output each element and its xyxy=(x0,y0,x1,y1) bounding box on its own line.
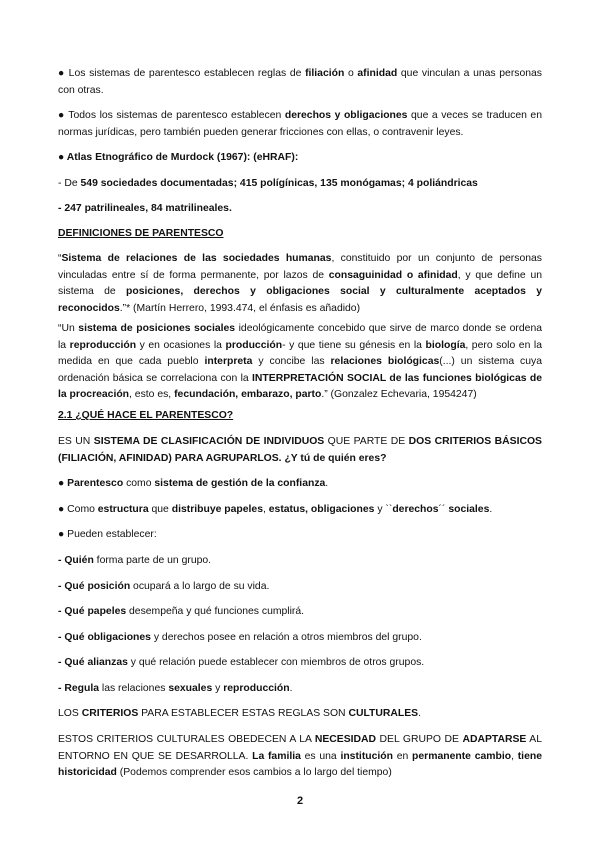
paragraph-atlas: ● Atlas Etnográfico de Murdock (1967): (eHRAF): xyxy=(58,152,299,163)
page-number: 2 xyxy=(296,795,304,807)
list-item-regula: - Regula las relaciones sexuales y reproducción. xyxy=(58,683,293,694)
paragraph-definicion-2: “Un sistema de posiciones sociales ideológicamente concebido que sirve de marco donde se ordena la reproducción y en ocasiones la producción- y que tiene su génesis en la biología, pero solo en la medida en que cada pueblo interpreta y concibe las relaciones biológicas(...) un sistema cuya ordenación básica se correlaciona con la INTERPRETACIÓN SOCIAL de las funciones biológicas de la procreación, esto es, fecundación, embarazo, parto.” (Gonzalez Echevaria, 1954247) xyxy=(58,323,543,400)
paragraph-estructura: ● Como estructura que distribuye papeles, estatus, obligaciones y ``derechos´´ sociales. xyxy=(58,504,493,515)
paragraph-criterios: LOS CRITERIOS PARA ESTABLECER ESTAS REGLAS SON CULTURALES. xyxy=(58,708,421,719)
paragraph-confianza: ● Parentesco como sistema de gestión de la confianza. xyxy=(58,478,329,489)
paragraph-derechos: ● Todos los sistemas de parentesco establecen derechos y obligaciones que a veces se traducen en normas jurídicas, pero también pueden generar fricciones con ellas, o contravenir leyes. xyxy=(58,110,542,138)
paragraph-sociedades: - De 549 sociedades documentadas; 415 polígínicas, 135 monógamas; 4 poliándricas xyxy=(58,178,478,189)
list-item-posicion: - Qué posición ocupará a lo largo de su vida. xyxy=(58,581,270,592)
list-item-obligaciones: - Qué obligaciones y derechos posee en relación a otros miembros del grupo. xyxy=(58,632,422,643)
paragraph-sistema-clasificacion: ES UN SISTEMA DE CLASIFICACIÓN DE INDIVIDUOS QUE PARTE DE DOS CRITERIOS BÁSICOS (FILIACIÓN, AFINIDAD) PARA AGRUPARLOS. ¿Y tú de quién eres? xyxy=(58,436,542,464)
heading-definiciones: DEFINICIONES DE PARENTESCO xyxy=(58,228,224,239)
list-item-papeles: - Qué papeles desempeña y qué funciones cumplirá. xyxy=(58,606,305,617)
paragraph-necesidad: ESTOS CRITERIOS CULTURALES OBEDECEN A LA NECESIDAD DEL GRUPO DE ADAPTARSE AL ENTORNO EN QUE SE DESARROLLA. La familia es una institución en permanente cambio, tiene historicidad (Podemos comprender esos cambios a lo largo del tiempo) xyxy=(58,734,542,778)
paragraph-pueden-establecer: ● Pueden establecer: xyxy=(58,529,157,540)
paragraph-patrilineales: - 247 patrilineales, 84 matrilineales. xyxy=(58,203,232,214)
heading-que-hace: 2.1 ¿QUÉ HACE EL PARENTESCO? xyxy=(58,410,234,421)
paragraph-filiacion: ● Los sistemas de parentesco establecen reglas de filiación o afinidad que vinculan a unas personas con otras. xyxy=(58,68,543,96)
list-item-quien: - Quién forma parte de un grupo. xyxy=(58,555,212,566)
paragraph-definicion-1: “Sistema de relaciones de las sociedades humanas, constituido por un conjunto de personas vinculadas entre sí de forma permanente, por lazos de consaguinidad o afinidad, y que define un sistema de posiciones, derechos y obligaciones social y culturalmente aceptados y reconocidos.”* (Martín Herrero, 1993.474, el énfasis es añadido) xyxy=(58,253,542,314)
list-item-alianzas: - Qué alianzas y qué relación puede establecer con miembros de otros grupos. xyxy=(58,657,425,668)
